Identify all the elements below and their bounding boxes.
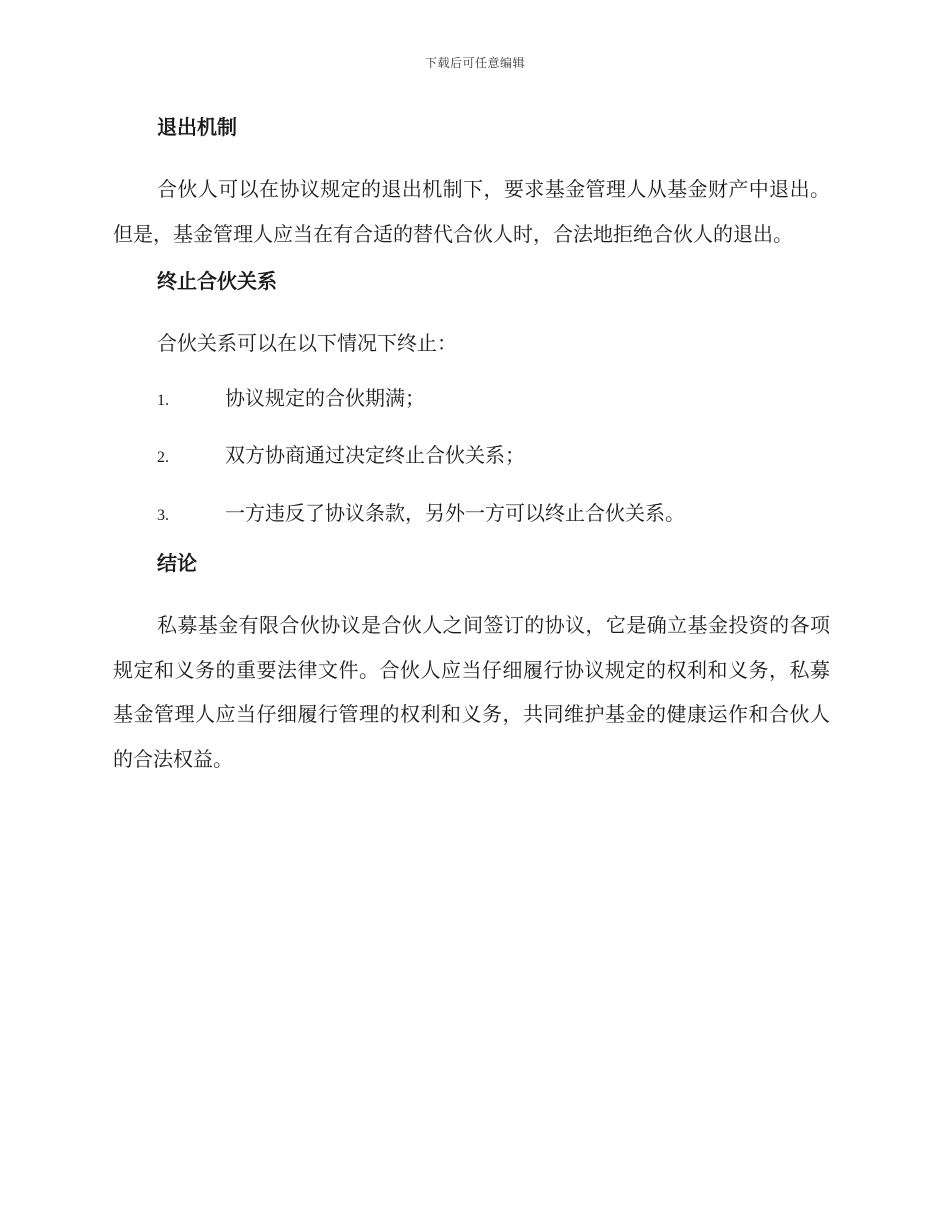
termination-list — [113, 376, 830, 539]
list-item-number: 2. — [157, 449, 169, 466]
section-title-termination: 终止合伙关系 — [157, 269, 277, 293]
list-item — [113, 376, 830, 424]
exit-paragraph: 合伙人可以在协议规定的退出机制下，要求基金管理人从基金财产中退出。但是，基金管理人应当在有合适的替代合伙人时，合法地拒绝合伙人的退出。 — [113, 177, 830, 246]
list-item-number: 3. — [157, 506, 169, 524]
header-note: 下载后可任意编辑 — [424, 56, 525, 70]
document-body — [113, 112, 830, 791]
list-item-text: 双方协商通过决定终止合伙关系； — [225, 443, 525, 467]
list-item — [113, 491, 830, 539]
list-item-text: 一方违反了协议条款，另外一方可以终止合伙关系。 — [225, 500, 685, 525]
list-item-text: 协议规定的合伙期满； — [225, 385, 425, 410]
termination-intro: 合伙关系可以在以下情况下终止： — [157, 331, 457, 355]
list-item — [113, 433, 830, 481]
conclusion-paragraph: 私募基金有限合伙协议是合伙人之间签订的协议，它是确立基金投资的各项规定和义务的重要法律文件。合伙人应当仔细履行协议规定的权利和义务，私募基金管理人应当仔细履行管理的权利和义务，共同维护基金的健康运作和合伙人的合法权益。 — [113, 613, 830, 771]
section-title-exit: 退出机制 — [157, 115, 237, 139]
list-item-number: 1. — [157, 391, 169, 409]
section-title-conclusion: 结论 — [157, 551, 197, 575]
